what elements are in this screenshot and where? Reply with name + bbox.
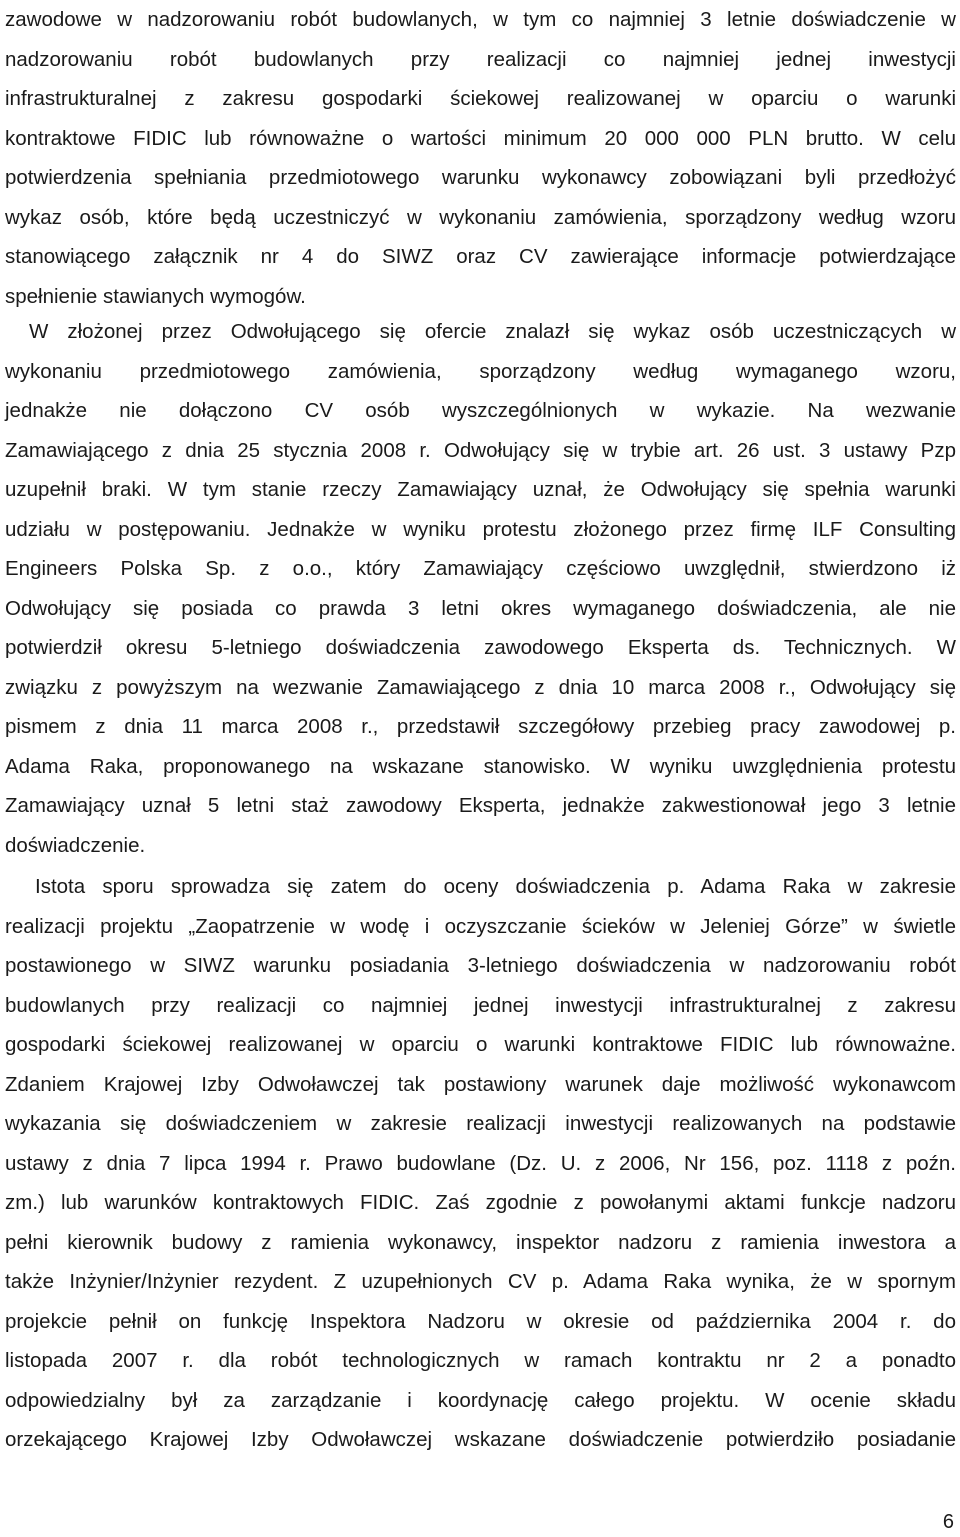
text-line: potwierdzenia spełniania przedmiotowego warunku wykonawcy zobowiązani byli przedłożyć (5, 166, 956, 189)
text-line: ustawy z dnia 7 lipca 1994 r. Prawo budowlane (Dz. U. z 2006, Nr 156, poz. 1118 z poźn. (5, 1151, 956, 1175)
text-line: Adama Raka, proponowanego na wskazane stanowisko. W wyniku uwzględnienia protestu (5, 754, 956, 778)
text-line: odpowiedzialny był za zarządzanie i koordynację całego projektu. W ocenie składu (5, 1388, 956, 1412)
text-line: doświadczenie. (5, 833, 146, 857)
paragraph-1 (5, 0, 956, 316)
text-line: Odwołujący się posiada co prawda 3 letni okres wymaganego doświadczenia, ale nie (5, 596, 956, 620)
text-line: realizacji projektu „Zaopatrzenie w wodę i oczyszczanie ścieków w Jeleniej Górze” w świetle (5, 914, 956, 938)
text-line: listopada 2007 r. dla robót technologicznych w ramach kontraktu nr 2 a ponadto (5, 1349, 956, 1372)
text-line: Zamawiającego z dnia 25 stycznia 2008 r. Odwołujący się w trybie art. 26 ust. 3 ustawy Pzp (5, 438, 956, 462)
text-line: Zamawiający uznał 5 letni staż zawodowy Eksperta, jednakże zakwestionował jego 3 letnie (5, 794, 956, 817)
text-line: potwierdził okresu 5-letniego doświadczenia zawodowego Eksperta ds. Technicznych. W (5, 636, 956, 659)
text-line: wykazania się doświadczeniem w zakresie realizacji inwestycji realizowanych na podstawie (5, 1112, 956, 1135)
text-line: wykonaniu przedmiotowego zamówienia, sporządzony według wymaganego wzoru, (5, 359, 956, 383)
text-line: kontraktowe FIDIC lub równoważne o wartości minimum 20 000 000 PLN brutto. W celu (5, 126, 956, 150)
text-line: spełnienie stawianych wymogów. (5, 284, 306, 308)
paragraph-3 (5, 867, 956, 1460)
text-line: zm.) lub warunków kontraktowych FIDIC. Zaś zgodnie z powołanymi aktami funkcje nadzoru (5, 1191, 956, 1214)
text-line: budowlanych przy realizacji co najmniej jednej inwestycji infrastrukturalnej z zakresu (5, 993, 956, 1017)
text-line: infrastrukturalnej z zakresu gospodarki ściekowej realizowanej w oparciu o warunki (5, 87, 956, 110)
text-line: nadzorowaniu robót budowlanych przy realizacji co najmniej jednej inwestycji (5, 47, 956, 71)
text-line: projekcie pełnił on funkcję Inspektora Nadzoru w okresie od października 2004 r. do (5, 1309, 956, 1333)
text-line: W złożonej przez Odwołującego się ofercie znalazł się wykaz osób uczestniczących w (29, 320, 956, 343)
text-line: jednakże nie dołączono CV osób wyszczególnionych w wykazie. Na wezwanie (5, 399, 956, 422)
page-number: 6 (942, 1511, 954, 1533)
text-line: pełni kierownik budowy z ramienia wykonawcy, inspektor nadzoru z ramienia inwestora a (5, 1230, 956, 1254)
text-line: Istota sporu sprowadza się zatem do oceny doświadczenia p. Adama Raka w zakresie (35, 875, 956, 898)
text-line: także Inżynier/Inżynier rezydent. Z uzupełnionych CV p. Adama Raka wynika, że w spornym (5, 1270, 956, 1293)
text-line: zawodowe w nadzorowaniu robót budowlanych, w tym co najmniej 3 letnie doświadczenie w (5, 8, 956, 31)
text-line: postawionego w SIWZ warunku posiadania 3-letniego doświadczenia w nadzorowaniu robót (5, 954, 956, 977)
text-line: orzekającego Krajowej Izby Odwoławczej wskazane doświadczenie potwierdziło posiadanie (5, 1428, 956, 1451)
text-line: udziału w postępowaniu. Jednakże w wyniku protestu złożonego przez firmę ILF Consulting (5, 517, 956, 541)
text-line: związku z powyższym na wezwanie Zamawiającego z dnia 10 marca 2008 r., Odwołujący się (5, 675, 956, 699)
text-line: wykaz osób, które będą uczestniczyć w wykonaniu zamówienia, sporządzony według wzoru (5, 205, 956, 229)
text-line: Engineers Polska Sp. z o.o., który Zamawiający częściowo uwzględnił, stwierdzono iż (5, 557, 956, 580)
paragraph-2 (5, 312, 956, 865)
text-line: pismem z dnia 11 marca 2008 r., przedstawił szczegółowy przebieg pracy zawodowej p. (5, 715, 956, 738)
text-line: uzupełnił braki. W tym stanie rzeczy Zamawiający uznał, że Odwołujący się spełnia warunki (5, 478, 956, 501)
text-line: Zdaniem Krajowej Izby Odwoławczej tak postawiony warunek daje możliwość wykonawcom (5, 1072, 956, 1096)
text-line: gospodarki ściekowej realizowanej w oparciu o warunki kontraktowe FIDIC lub równoważne. (5, 1033, 956, 1056)
text-line: stanowiącego załącznik nr 4 do SIWZ oraz CV zawierające informacje potwierdzające (5, 245, 956, 268)
